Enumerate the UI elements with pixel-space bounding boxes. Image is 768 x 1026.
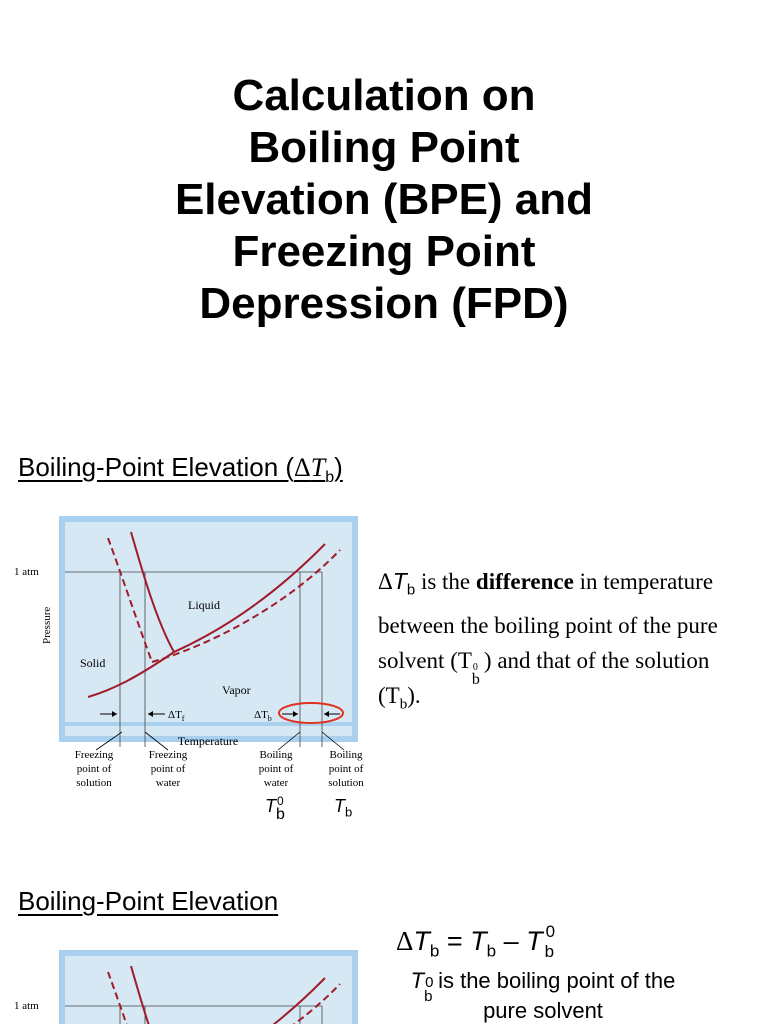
phase-diagram — [0, 512, 380, 820]
heading-sub: b — [325, 469, 335, 487]
legend-tb0 — [265, 794, 288, 823]
tb-description — [378, 564, 738, 722]
title-line: Elevation (BPE) and — [174, 175, 594, 224]
title-line: Depression (FPD) — [199, 279, 569, 328]
title-line: Calculation on — [232, 71, 536, 120]
callout-bp-solution-1: Boiling — [329, 749, 363, 761]
liquid-label: Liquid — [188, 598, 220, 612]
legend-sub: b — [345, 804, 353, 820]
atm-label: 1 atm — [14, 1000, 39, 1012]
formula-note — [398, 966, 688, 1026]
desc-zero: 0 — [472, 661, 478, 673]
desc-part3: ) and that of the solution (T — [378, 647, 710, 708]
delta-tf-label: $\Delta T_f$ — [168, 709, 185, 723]
phase-diagram-2 — [0, 946, 380, 1024]
desc-sub: b — [406, 581, 416, 599]
section-heading-bpe — [18, 452, 343, 487]
formula-t: T — [413, 926, 430, 956]
desc-part4: ). — [407, 682, 421, 708]
legend-sup: 0 — [277, 794, 284, 808]
callout-labels — [75, 749, 364, 789]
desc-sub3: b — [399, 696, 408, 713]
formula-delta: Δ — [396, 926, 414, 956]
desc-part1: is the — [415, 569, 476, 594]
legend-tb — [334, 796, 352, 820]
heading-t: T — [310, 453, 326, 482]
heading-text: Boiling-Point Elevation ( — [18, 452, 295, 482]
callout-fp-solution-2: point of — [76, 763, 112, 775]
note-rest: is the boiling point of the pure solvent — [438, 968, 676, 1023]
section-heading-bpe-2: Boiling-Point Elevation — [18, 886, 279, 916]
callout-fp-water-2: point of — [150, 763, 186, 775]
callout-fp-water-3: water — [155, 777, 181, 789]
delta-tb-label: $\Delta T_b$ — [254, 709, 272, 723]
slide-title — [0, 70, 768, 330]
formula-eq: = — [439, 926, 471, 956]
legend-stack — [276, 794, 288, 823]
legend-t: T — [334, 796, 345, 816]
callout-bp-water-1: Boiling — [259, 749, 293, 761]
formula-sub3: b — [544, 942, 555, 961]
formula-sup: 0 — [545, 922, 556, 941]
title-line: Boiling Point — [248, 123, 520, 172]
callout-fp-solution-3: solution — [76, 777, 112, 789]
desc-stack — [471, 654, 484, 688]
delta-symbol: Δ — [294, 453, 311, 482]
atm-label: 1 atm — [14, 566, 39, 578]
callout-bp-water-3: water — [263, 777, 289, 789]
callout-bp-water-2: point of — [258, 763, 294, 775]
heading-close: ) — [334, 452, 343, 482]
callout-fp-solution-1: Freezing — [74, 749, 114, 761]
formula-sub: b — [429, 941, 440, 961]
desc-bold: difference — [475, 569, 574, 594]
callout-bp-solution-2: point of — [328, 763, 364, 775]
pressure-label: Pressure — [41, 606, 53, 644]
desc-part2: in temperature between the boiling point of the pure solvent (T — [378, 569, 718, 673]
vapor-label: Vapor — [222, 683, 251, 697]
formula-minus: – — [496, 926, 527, 956]
callout-bp-solution-3: solution — [328, 777, 364, 789]
note-sub: b — [424, 988, 433, 1005]
note-sup: 0 — [425, 974, 434, 991]
desc-t: T — [392, 568, 407, 594]
note-stack — [424, 974, 438, 1005]
bpe-formula — [396, 922, 559, 961]
solid-label: Solid — [80, 656, 106, 670]
formula-stack — [543, 922, 559, 961]
callout-fp-water-1: Freezing — [148, 749, 188, 761]
temperature-label: Temperature — [177, 734, 239, 748]
formula-sub2: b — [486, 941, 497, 961]
formula-t3: T — [526, 926, 543, 956]
legend-sub: b — [276, 806, 285, 823]
formula-t2: T — [470, 926, 487, 956]
title-line: Freezing Point — [232, 227, 536, 276]
legend-t: T — [265, 796, 276, 816]
desc-delta: Δ — [378, 569, 393, 594]
note-t: T — [410, 968, 425, 993]
desc-sub2: b — [471, 670, 480, 688]
